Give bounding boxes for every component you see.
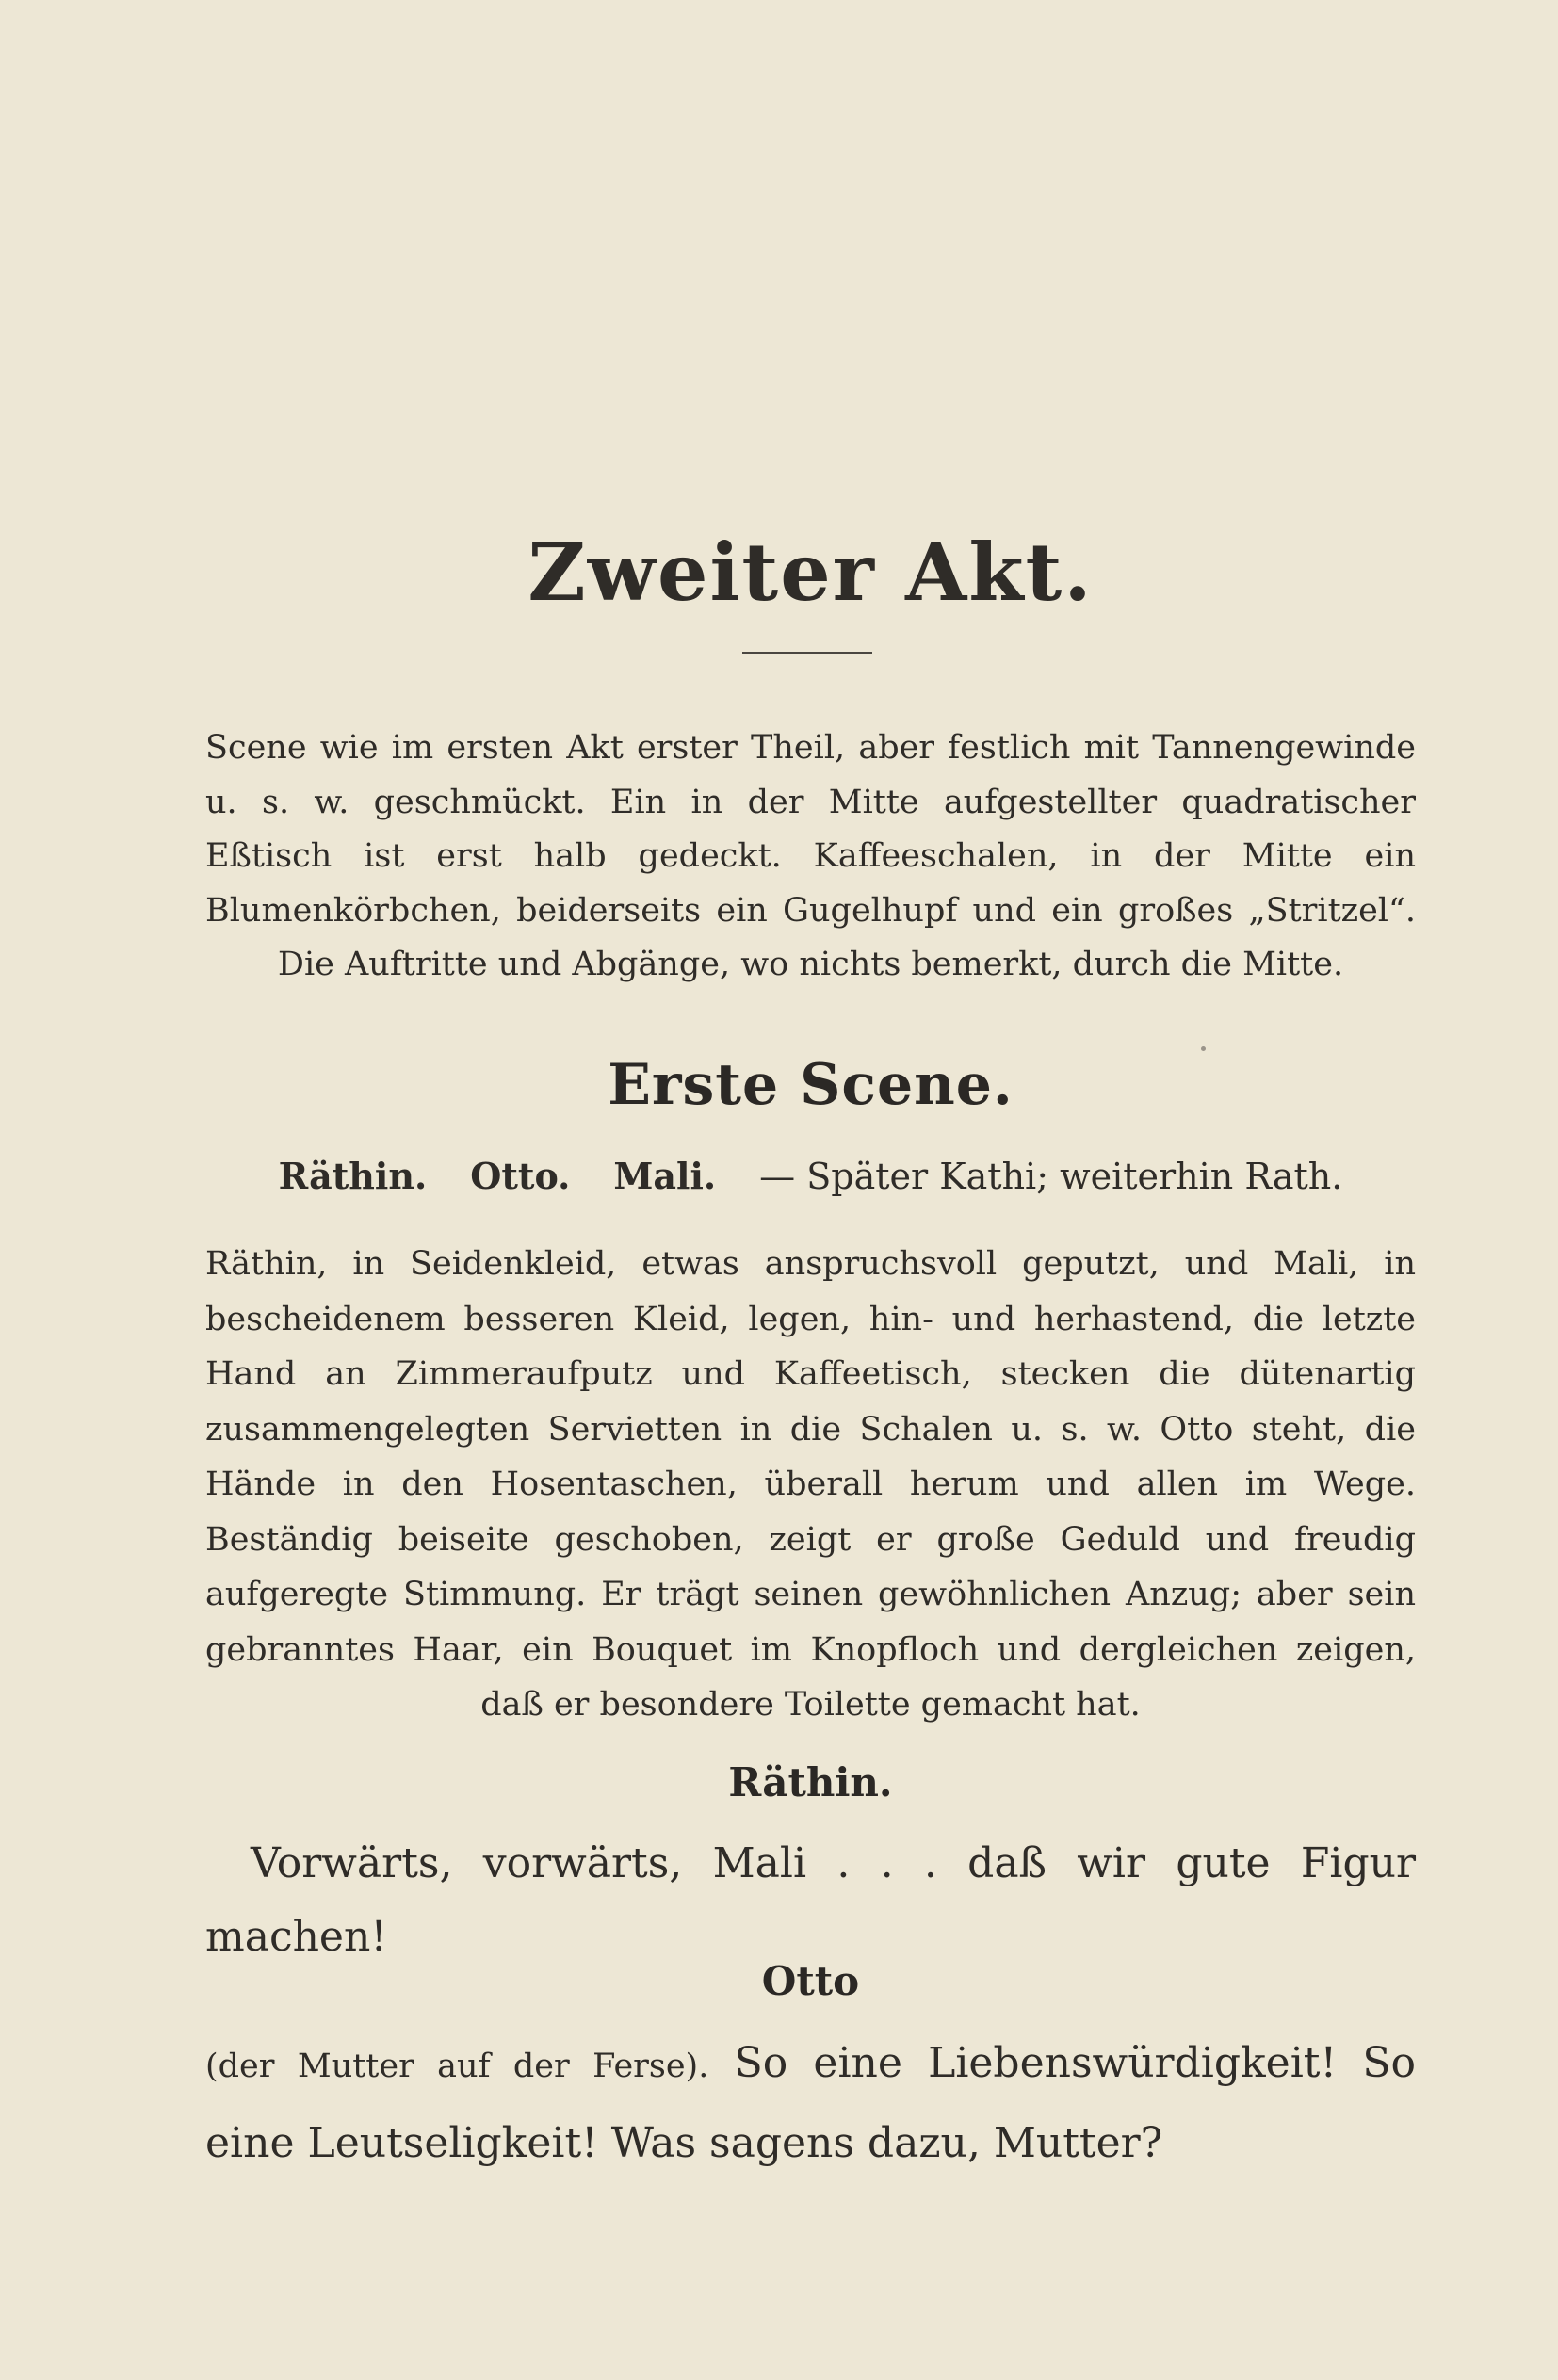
ink-speck [1201,1046,1206,1051]
speech-block [205,2025,1416,2182]
scene-characters [205,1155,1416,1199]
title-divider [742,652,872,654]
scene-heading: Erste Scene. [608,1052,1014,1118]
character-name: Mali. [613,1155,717,1197]
act-title: Zweiter Akt. [527,526,1094,620]
speaker-name: Räthin. [728,1759,893,1805]
speech-line: So eine Liebenswürdigkeit! So eine Leutseligkeit! Was sagens dazu, Mutter? [205,2039,1416,2167]
speaker-name: Otto [761,1958,860,2004]
speech-line: Vorwärts, vorwärts, Mali . . . daß wir gute Figur machen! [205,1839,1416,1961]
character-name: Räthin. [278,1155,428,1197]
scene-description: Räthin, in Seidenkleid, etwas anspruchsvoll geputzt, und Mali, in bescheidenem besseren Kleid, legen, hin- und herhastend, die letzte Hand an Zimmeraufputz und Kaffeetisch, stecken die dütenartig zusammengelegten Servietten in die Schalen u. s. w. Otto steht, die Hände in den Hosentaschen, überall herum und allen im Wege. Beständig beiseite geschoben, zeigt er große Geduld und freudig aufgeregte Stimmung. Er trägt seinen gewöhnlichen Anzug; aber sein gebranntes Haar, ein Bouquet im Knopfloch und dergleichen zeigen, daß er besondere Toilette gemacht hat. [205,1245,1416,1724]
stage-direction-inline: (der Mutter auf der Ferse). [205,2048,709,2085]
character-name: Otto. [470,1155,571,1197]
stage-direction: Scene wie im ersten Akt erster Theil, aber festlich mit Tannengewinde u. s. w. geschmückt. Ein in der Mitte aufgestellter quadratischer Eßtisch ist erst halb gedeckt. Kaffeeschalen, in der Mitte ein Blumenkörbchen, beiderseits ein Gugelhupf und ein großes „Stritzel“. Die Auftritte und Abgänge, wo nichts bemerkt, durch die Mitte. [205,729,1416,983]
character-list-rest: — Später Kathi; weiterhin Rath. [759,1156,1343,1197]
